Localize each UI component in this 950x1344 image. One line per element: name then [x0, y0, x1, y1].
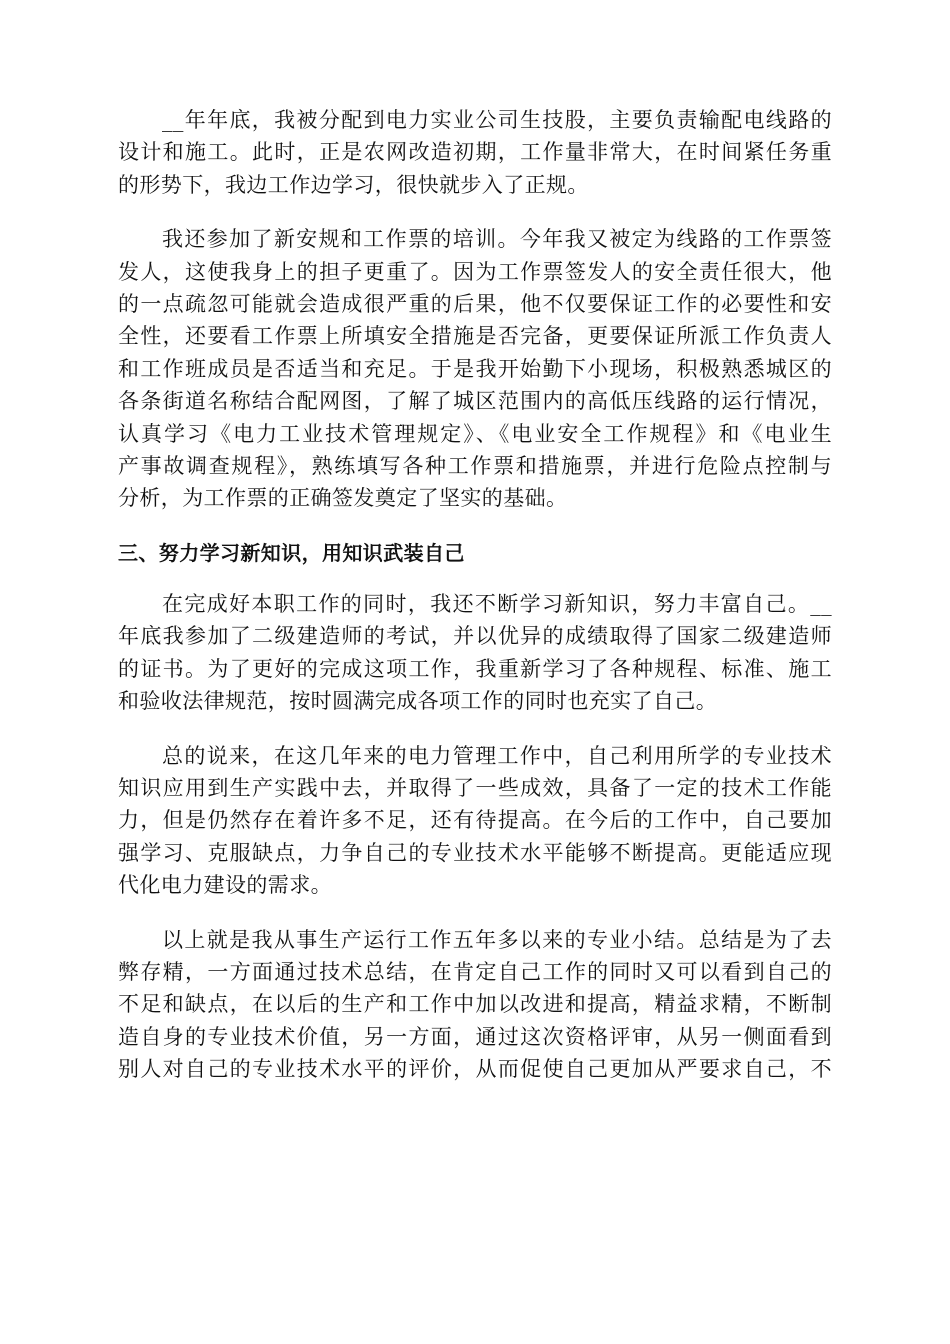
paragraph: [118, 223, 832, 515]
text-line: 别人对自己的专业技术水平的评价，从而促使自己更加从严要求自己，不: [118, 1057, 832, 1082]
section-heading: 三、努力学习新知识，用知识武装自己: [118, 540, 465, 565]
text-line: 发人，这使我身上的担子更重了。因为工作票签发人的安全责任很大，他: [118, 259, 832, 284]
text-line: 全性，还要看工作票上所填安全措施是否完备，更要保证所派工作负责人: [118, 324, 832, 349]
text-line: 的一点疏忽可能就会造成很严重的后果，他不仅要保证工作的必要性和安: [118, 292, 832, 317]
text-line: 以上就是我从事生产运行工作五年多以来的专业小结。总结是为了去: [162, 927, 832, 952]
text-line: 我还参加了新安规和工作票的培训。今年我又被定为线路的工作票签: [162, 227, 832, 252]
text-line: 和工作班成员是否适当和充足。于是我开始勤下小现场，积极熟悉城区的: [118, 356, 832, 381]
text-line: 代化电力建设的需求。: [118, 873, 332, 898]
text-line: 的证书。为了更好的完成这项工作，我重新学习了各种规程、标准、施工: [118, 656, 832, 681]
text-line: 造自身的专业技术价值，另一方面，通过这次资格评审，从另一侧面看到: [118, 1024, 832, 1049]
paragraph-group-2: [118, 588, 832, 1086]
text-line: 分析，为工作票的正确签发奠定了坚实的基础。: [118, 486, 568, 511]
text-line: 年底我参加了二级建造师的考试，并以优异的成绩取得了国家二级建造师: [118, 624, 832, 649]
text-line: 知识应用到生产实践中去，并取得了一些成效，具备了一定的技术工作能: [118, 775, 832, 800]
text-line: 力，但是仍然存在着许多不足，还有待提高。在今后的工作中，自己要加: [118, 808, 832, 833]
paragraph: [118, 924, 832, 1086]
text-line: 不足和缺点，在以后的生产和工作中加以改进和提高，精益求精，不断制: [118, 992, 832, 1017]
text-line: 设计和施工。此时，正是农网改造初期，工作量非常大，在时间紧任务重: [118, 140, 832, 165]
text-line: 强学习、克服缺点，力争自己的专业技术水平能够不断提高。更能适应现: [118, 840, 832, 865]
text-line: __年年底，我被分配到电力实业公司生技股，主要负责输配电线路的: [162, 108, 832, 132]
text-line: 总的说来，在这几年来的电力管理工作中，自己利用所学的专业技术: [162, 743, 832, 768]
text-line: 认真学习《电力工业技术管理规定》、《电业安全工作规程》和《电业生: [118, 421, 832, 446]
document-page: [118, 104, 832, 1108]
text-line: 各条街道名称结合配网图，了解了城区范围内的高低压线路的运行情况，: [118, 389, 832, 414]
text-line: 和验收法律规范，按时圆满完成各项工作的同时也充实了自己。: [118, 689, 718, 714]
text-line: 产事故调查规程》，熟练填写各种工作票和措施票，并进行危险点控制与: [118, 454, 832, 479]
paragraph: [118, 104, 832, 201]
text-line: 弊存精，一方面通过技术总结，在肯定自己工作的同时又可以看到自己的: [118, 959, 832, 984]
text-line: 在完成好本职工作的同时，我还不断学习新知识，努力丰富自己。__: [162, 591, 832, 616]
paragraph: [118, 740, 832, 902]
text-line: 的形势下，我边工作边学习，很快就步入了正规。: [118, 172, 589, 197]
paragraph: [118, 588, 832, 718]
paragraph-group-1: [118, 104, 832, 515]
